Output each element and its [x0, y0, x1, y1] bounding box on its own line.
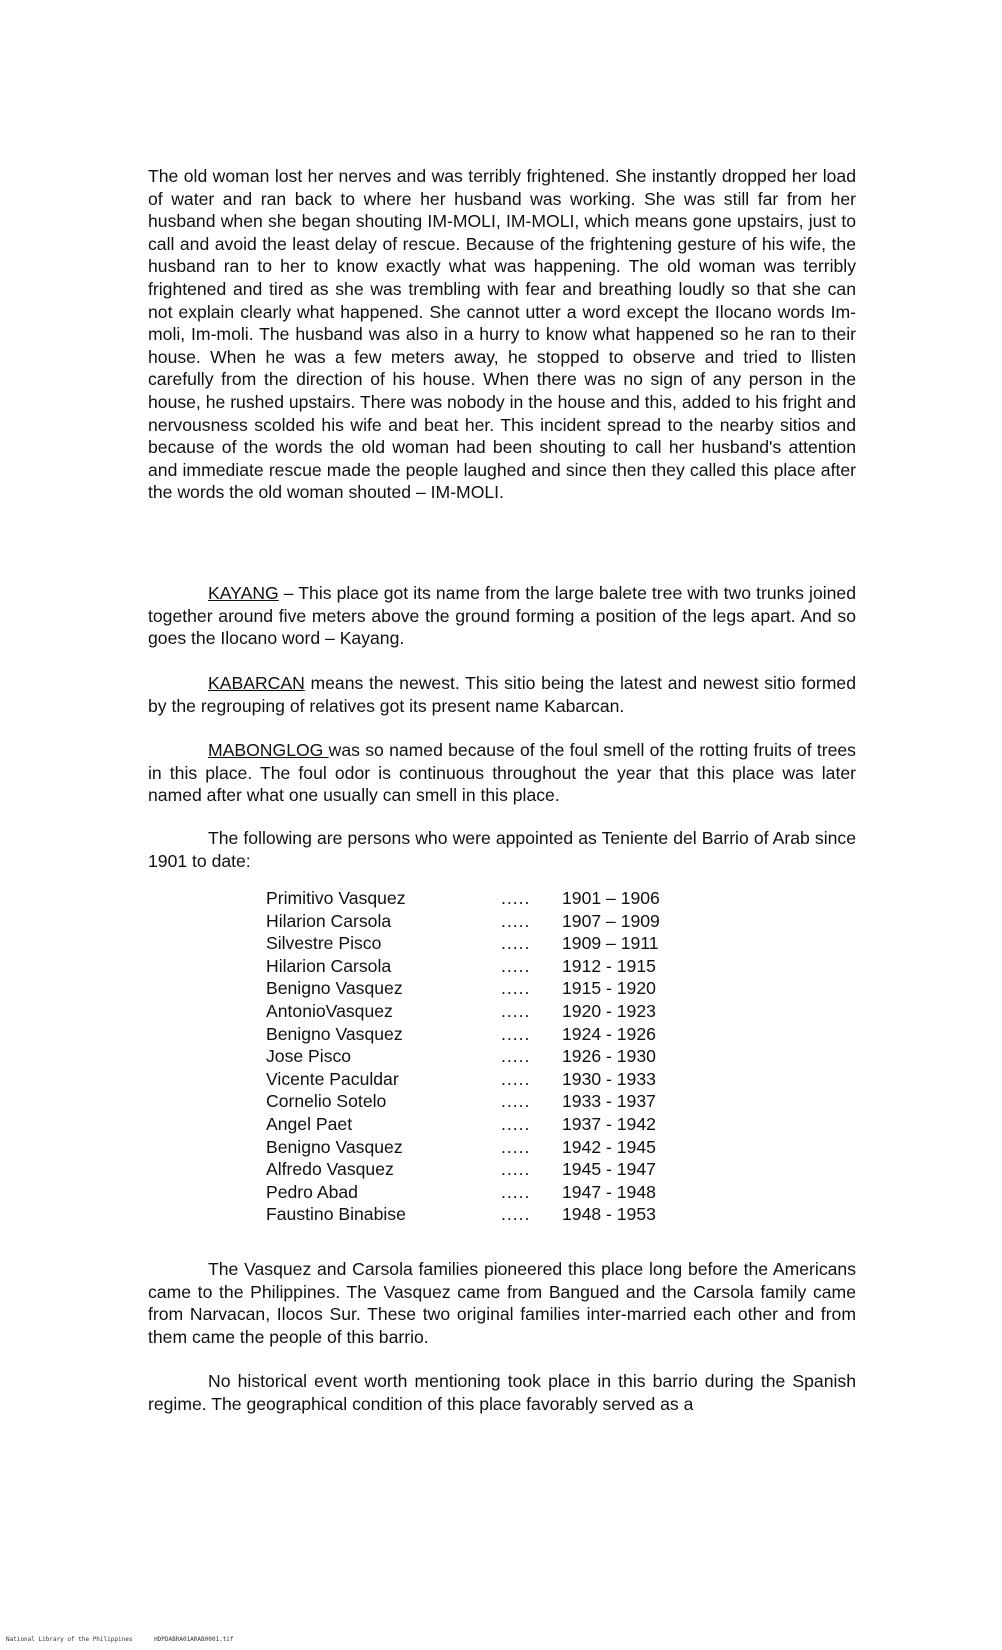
term-years: 1909 – 1911 — [562, 933, 659, 954]
term-years: 1920 - 1923 — [562, 1000, 656, 1021]
footer-library: National Library of the Philippines — [6, 1636, 133, 1643]
teniente-name: Hilarion Carsola — [266, 955, 392, 976]
paragraph-historical: No historical event worth mentioning took place in this barrio during the Spanish regime. The geographical condition of this place favorably served as a — [148, 1371, 856, 1414]
teniente-name: Cornelio Sotelo — [266, 1091, 387, 1112]
teniente-name: Jose Pisco — [266, 1046, 352, 1067]
teniente-row — [266, 1068, 706, 1091]
mabonglog-description: was so named because of the foul smell of the rotting fruits of trees in this place. The foul odor is continuous throughout the year that this place was later named after what one usually can smell in this place. — [148, 740, 856, 806]
teniente-name: Vicente Paculdar — [266, 1068, 399, 1089]
term-years: 1945 - 1947 — [562, 1159, 656, 1180]
teniente-row — [266, 1113, 706, 1136]
teniente-name: Angel Paet — [266, 1113, 353, 1134]
teniente-row — [266, 1023, 706, 1046]
term-years: 1915 - 1920 — [562, 978, 656, 999]
teniente-name: Faustino Binabise — [266, 1204, 406, 1225]
teniente-row — [266, 1203, 706, 1226]
teniente-name: Hilarion Carsola — [266, 910, 392, 931]
teniente-row — [266, 977, 706, 1000]
leader-dots: ..... — [501, 1091, 531, 1112]
teniente-row — [266, 1136, 706, 1159]
leader-dots: ..... — [501, 1181, 531, 1202]
leader-dots: ..... — [501, 933, 531, 954]
leader-dots: ..... — [501, 888, 531, 908]
term-years: 1930 - 1933 — [562, 1068, 656, 1089]
leader-dots: ..... — [501, 1023, 531, 1044]
term-years: 1942 - 1945 — [562, 1136, 656, 1157]
leader-dots: ..... — [501, 978, 531, 999]
term-mabonglog: MABONGLOG — [208, 740, 329, 760]
leader-dots: ..... — [501, 1046, 531, 1067]
term-kabarcan: KABARCAN — [208, 673, 305, 693]
paragraph-kabarcan — [148, 672, 856, 717]
term-years: 1926 - 1930 — [562, 1046, 656, 1067]
paragraph-kayang — [148, 582, 856, 650]
term-years: 1933 - 1937 — [562, 1091, 656, 1112]
paragraph-tenientes-intro: The following are persons who were appointed as Teniente del Barrio of Arab since 1901 to date: — [148, 828, 856, 871]
term-years: 1907 – 1909 — [562, 910, 660, 931]
teniente-row — [266, 910, 706, 933]
teniente-name: Benigno Vasquez — [266, 1136, 403, 1157]
leader-dots: ..... — [501, 1000, 531, 1021]
term-kayang: KAYANG — [208, 583, 279, 603]
teniente-name: Alfredo Vasquez — [266, 1159, 394, 1180]
kayang-description: – This place got its name from the large balete tree with two trunks joined together around five meters above the ground forming a position of the legs apart. And so goes the Ilocano word – Kayang. — [148, 583, 856, 649]
footer-code: HDPDABRA01ARAB0001.tif — [154, 1636, 234, 1643]
teniente-row — [266, 1181, 706, 1204]
teniente-row — [266, 887, 706, 910]
term-years: 1948 - 1953 — [562, 1204, 656, 1225]
teniente-row — [266, 1158, 706, 1181]
leader-dots: ..... — [501, 955, 531, 976]
term-years: 1937 - 1942 — [562, 1113, 656, 1134]
teniente-row — [266, 1090, 706, 1113]
paragraph-im-moli: The old woman lost her nerves and was terribly frightened. She instantly dropped her load of water and ran back to where her husband was working. She was still far from her husband when she began shouting IM-MOLI, IM-MOLI, which means gone upstairs, just to call and avoid the least delay of rescue. Because of the frightening gesture of his wife, the husband ran to her to know exactly what was happening. The old woman was terribly frightened and tired as she was trembling with fear and breathing loudly so that she can not explain clearly what happened. She cannot utter a word except the Ilocano words Im-moli, Im-moli. The husband was also in a hurry to know what happened so he ran to their house. When he was a few meters away, he stopped to observe and tried to llisten carefully from the direction of his house. When there was no sign of any person in the house, he rushed upstairs. There was nobody in the house and this, added to his fright and nervousness scolded his wife and beat her. This incident spread to the nearby sitios and because of the words the old woman had been shouting to call her husband's attention and immediate rescue made the people laughed and since then they called this place after the words the old woman shouted – IM-MOLI. — [148, 166, 856, 503]
page-footer — [6, 1636, 252, 1643]
leader-dots: ..... — [501, 1068, 531, 1089]
term-years: 1901 – 1906 — [562, 888, 660, 908]
teniente-list — [266, 887, 706, 1226]
paragraph-mabonglog — [148, 739, 856, 807]
teniente-name: Primitivo Vasquez — [266, 888, 406, 908]
leader-dots: ..... — [501, 1159, 531, 1180]
teniente-row — [266, 955, 706, 978]
leader-dots: ..... — [501, 910, 531, 931]
term-years: 1912 - 1915 — [562, 955, 656, 976]
term-years: 1924 - 1926 — [562, 1023, 656, 1044]
leader-dots: ..... — [501, 1136, 531, 1157]
leader-dots: ..... — [501, 1113, 531, 1134]
teniente-name: Benigno Vasquez — [266, 1023, 403, 1044]
teniente-row — [266, 1000, 706, 1023]
teniente-row — [266, 932, 706, 955]
term-years: 1947 - 1948 — [562, 1181, 656, 1202]
teniente-name: AntonioVasquez — [266, 1000, 393, 1021]
teniente-name: Benigno Vasquez — [266, 978, 403, 999]
teniente-row — [266, 1045, 706, 1068]
paragraph-families: The Vasquez and Carsola families pioneered this place long before the Americans came to the Philippines. The Vasquez came from Bangued and the Carsola family came from Narvacan, Ilocos Sur. These two original families inter-married each other and from them came the people of this barrio. — [148, 1259, 856, 1347]
leader-dots: ..... — [501, 1204, 531, 1225]
teniente-name: Silvestre Pisco — [266, 933, 382, 954]
teniente-name: Pedro Abad — [266, 1181, 358, 1202]
kabarcan-description: means the newest. This sitio being the latest and newest sitio formed by the regrouping of relatives got its present name Kabarcan. — [148, 673, 856, 716]
